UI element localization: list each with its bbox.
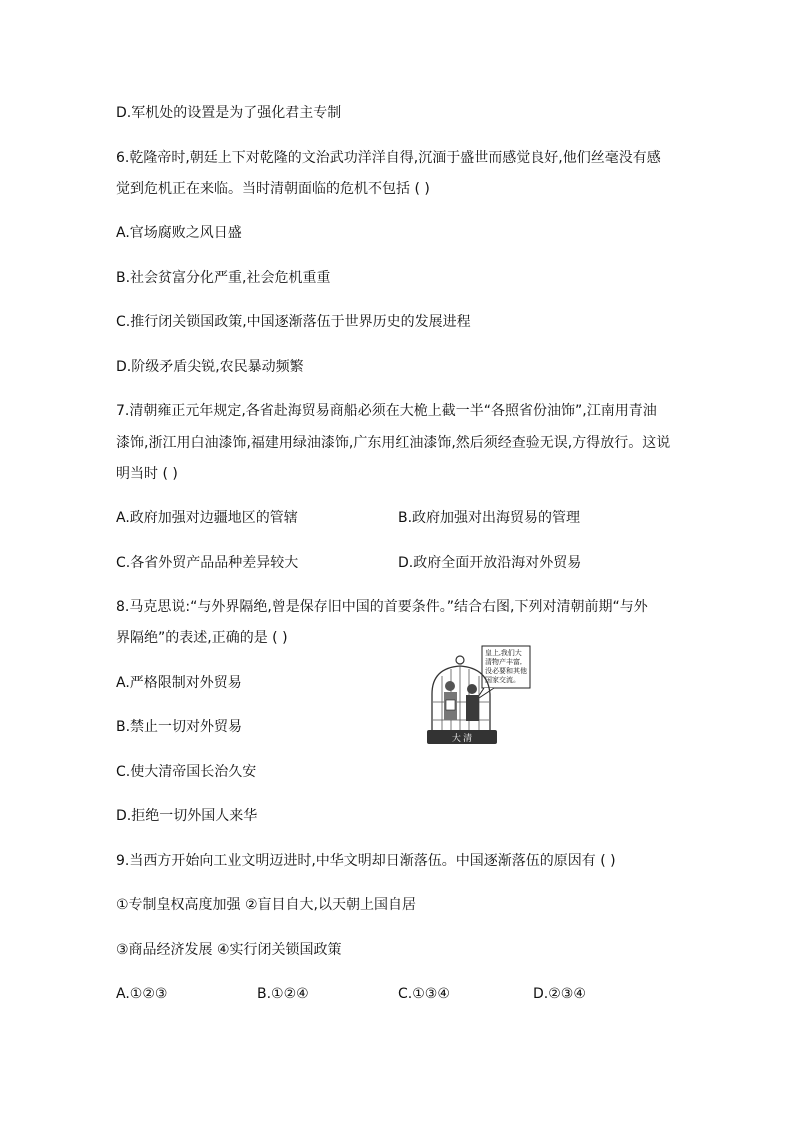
question-8-option-a: A.严格限制对外贸易 [116, 675, 242, 691]
question-9-items-line-2: ③商品经济发展 ④实行闭关锁国政策 [116, 942, 342, 958]
question-6-stem-line-2: 觉到危机正在来临。当时清朝面临的危机不包括 ( ) [116, 181, 430, 197]
question-9-option-b: B.①②④ [257, 986, 309, 1002]
question-7-option-c: C.各省外贸产品品种差异较大 [116, 555, 299, 571]
speech-bubble-line-2: 清物产丰富, [485, 658, 522, 666]
question-7-option-d: D.政府全面开放沿海对外贸易 [398, 555, 582, 571]
question-5-option-d: D.军机处的设置是为了强化君主专制 [116, 105, 342, 121]
question-6-option-b: B.社会贫富分化严重,社会危机重重 [116, 270, 331, 286]
question-8-option-c: C.使大清帝国长治久安 [116, 764, 257, 780]
question-6-stem-line-1: 6.乾隆帝时,朝廷上下对乾隆的文治武功洋洋自得,沉湎于盛世而感觉良好,他们丝毫没有感 [116, 150, 661, 166]
birdcage-cartoon [424, 642, 532, 750]
question-7-stem-line-2: 漆饰,浙江用白油漆饰,福建用绿油漆饰,广东用红油漆饰,然后须经查验无误,方得放行。这说 [116, 435, 671, 451]
question-9-option-d: D.②③④ [533, 986, 586, 1002]
question-6-option-d: D.阶级矛盾尖锐,农民暴动频繁 [116, 359, 304, 375]
speech-bubble-line-1: 皇上,我们大 [485, 649, 522, 657]
question-7-option-b: B.政府加强对出海贸易的管理 [398, 510, 581, 526]
question-9-stem: 9.当西方开始向工业文明迈进时,中华文明却日渐落伍。中国逐渐落伍的原因有 ( ) [116, 853, 616, 869]
cartoon-base-label: 大 清 [451, 733, 473, 743]
question-6-option-c: C.推行闭关锁国政策,中国逐渐落伍于世界历史的发展进程 [116, 314, 471, 330]
speech-bubble-line-3: 没必要和其他 [485, 667, 527, 675]
question-9-option-c: C.①③④ [398, 986, 450, 1002]
speech-bubble-line-4: 国家交流。 [485, 676, 520, 684]
question-8-option-d: D.拒绝一切外国人来华 [116, 808, 258, 824]
question-8-stem-line-2: 界隔绝”的表述,正确的是 ( ) [116, 630, 288, 646]
question-7-stem-line-1: 7.清朝雍正元年规定,各省赴海贸易商船必须在大桅上截一半“各照省份油饰”,江南用青油 [116, 403, 657, 419]
question-7-stem-line-3: 明当时 ( ) [116, 466, 178, 482]
question-6-option-a: A.官场腐败之风日盛 [116, 225, 242, 241]
question-9-option-a: A.①②③ [116, 986, 168, 1002]
question-9-items-line-1: ①专制皇权高度加强 ②盲目自大,以天朝上国自居 [116, 897, 417, 913]
question-8-option-b: B.禁止一切对外贸易 [116, 719, 243, 735]
question-8-stem-line-1: 8.马克思说:“与外界隔绝,曾是保存旧中国的首要条件。”结合右图,下列对清朝前期“与外 [116, 599, 648, 615]
question-7-option-a: A.政府加强对边疆地区的管辖 [116, 510, 298, 526]
